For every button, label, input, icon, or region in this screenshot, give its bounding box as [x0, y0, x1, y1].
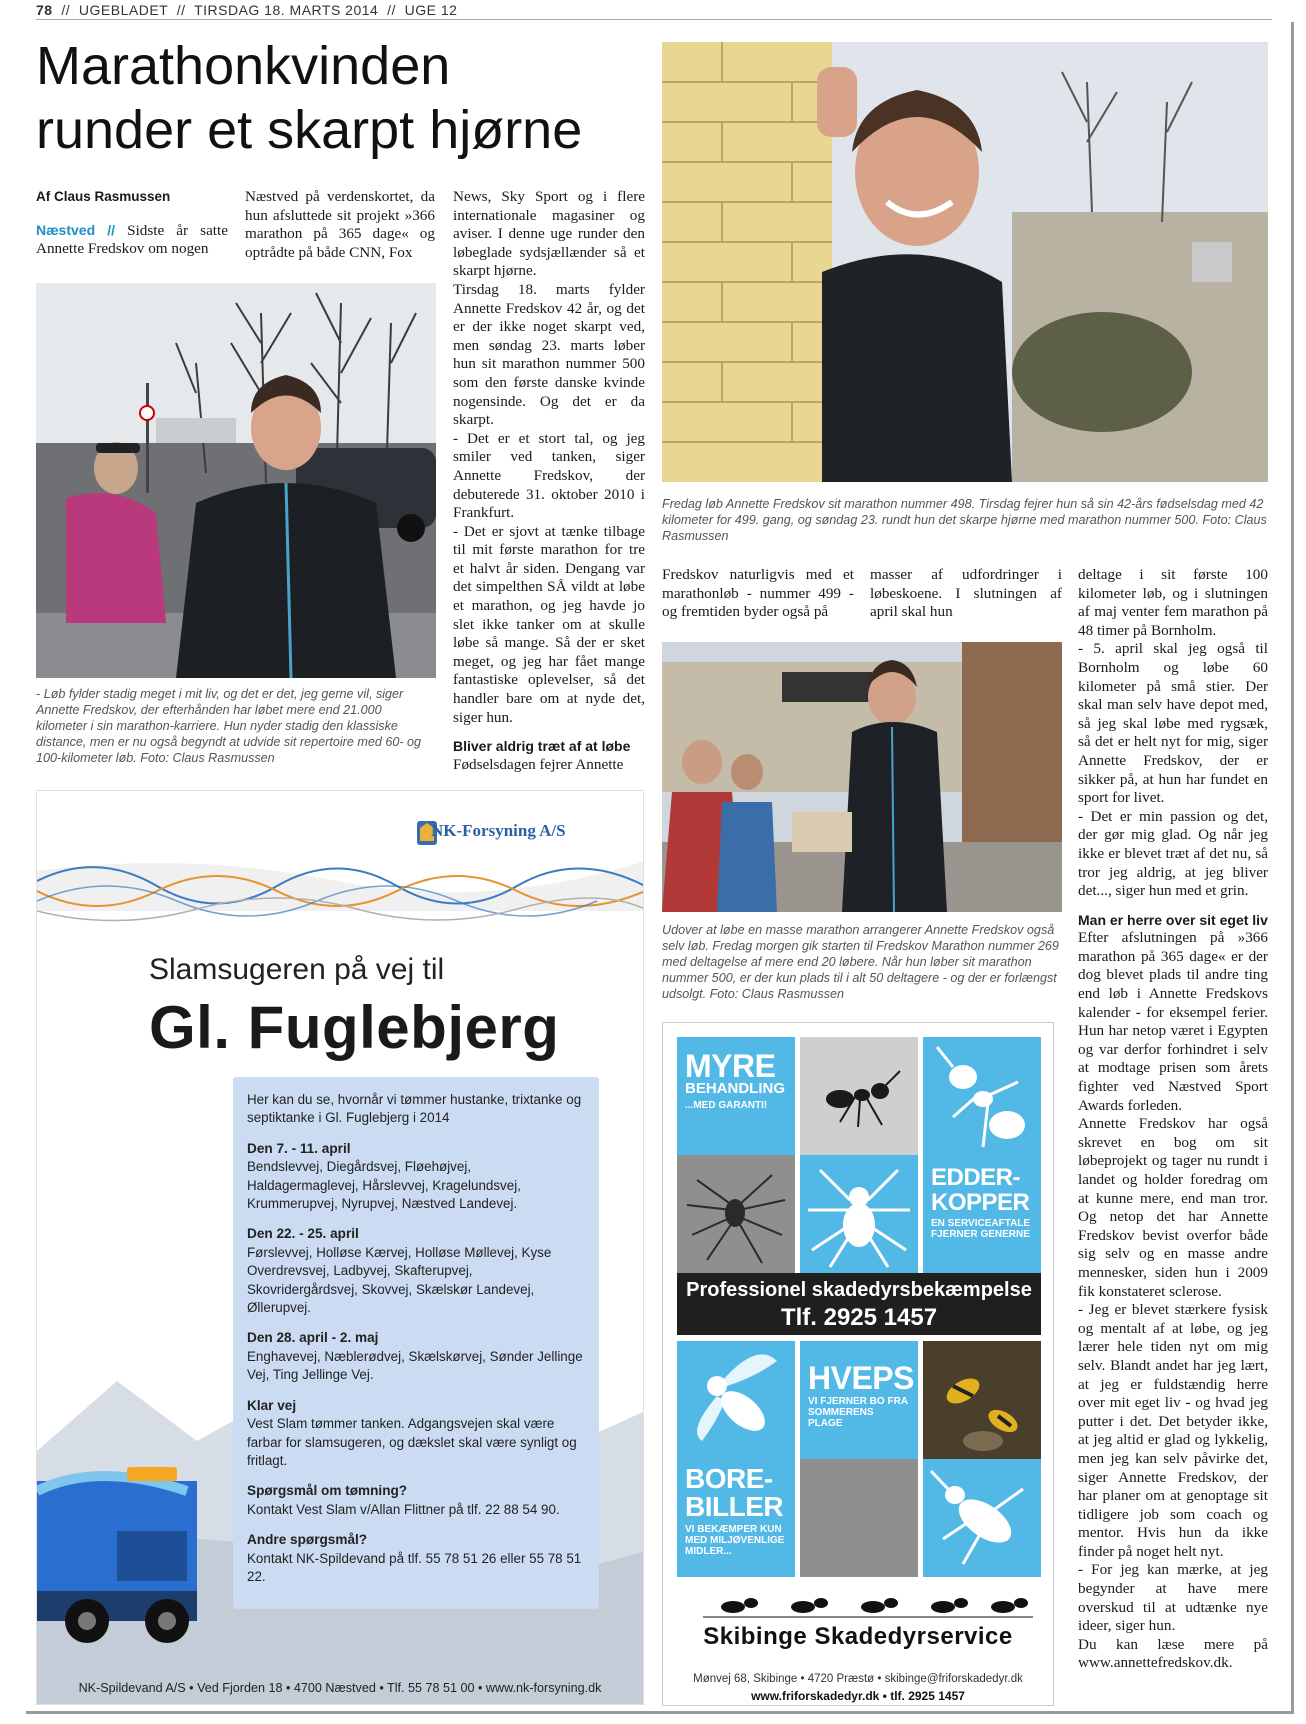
- spider-silhouette-icon: [800, 1155, 918, 1273]
- photo-caption-2: Fredag løb Annette Fredskov sit marathon nummer 498. Tirsdag fejrer hun så sin 42-års fødselsdag med 42 kilometer for 499. gang, og søndag 23. rundt hun det skarpe hjørne med marathon nummer 500. Foto: Claus Rasmussen: [662, 497, 1267, 543]
- headline-line-2: runder et skarpt hjørne: [36, 100, 583, 160]
- headline-line-1: Marathonkvinden: [36, 36, 451, 96]
- tile-spider-photo: [677, 1155, 795, 1273]
- tile-spider-silhouette: [800, 1155, 918, 1273]
- col3-paragraph: - Det er et stort tal, og jeg smiler ved tanken, siger Annette Fredskov, der debuterede 31. oktober 2010 i Frankfurt.: [453, 429, 645, 522]
- col2-text: Næstved på verdenskortet, da hun afsluttede sit projekt »366 marathon på 365 dage« og optrådte på både CNN, Fox: [245, 188, 435, 261]
- tile-ant-photo: [800, 1037, 918, 1155]
- article-column-3: [453, 188, 645, 774]
- nk-schedule-box: [233, 1077, 599, 1609]
- bore-title: BORE-BILLER: [685, 1463, 784, 1522]
- nk-logo: NK-Forsyning A/S: [431, 821, 566, 840]
- ant-icon: [800, 1037, 918, 1155]
- nk-title-small: Slamsugeren på vej til: [149, 953, 445, 986]
- tile-myre: [677, 1037, 795, 1155]
- col6-paragraph: deltage i sit første 100 kilometer løb, og i slutningen af maj venter fem marathon på 48 timer på Bornholm.: [1078, 566, 1268, 639]
- subhead-2: Man er herre over sit eget liv: [1078, 911, 1268, 928]
- ant-row-logo: [663, 1583, 1054, 1623]
- pest-company-name: Skibinge Skadedyrservice: [703, 1623, 1013, 1650]
- col3-paragraph: - Det er sjovt at tænke tilbage til mit første marathon for tre et halvt år siden. Dengang var det simpelthen SÅ vildt at løbe et marathon, og jeg havde jo slet ikke tanker om at skulle løbe så mange. Så der er sket meget, og jeg har fået mange fantastiske oplevelser, så det handler bare om at nyde det, siger hun.: [453, 522, 645, 726]
- col5-text: masser af udfordringer i løbeskoene. I slutningen af april skal hun: [870, 566, 1062, 621]
- folio-sep: //: [176, 2, 186, 18]
- subhead-1: Bliver aldrig træt af at løbe: [453, 738, 631, 755]
- col6-paragraph: Du kan læse mere på www.annettefredskov.dk.: [1078, 1635, 1268, 1672]
- beetle-silhouette-icon: [923, 1459, 1041, 1577]
- nk-section-text: Kontakt NK-Spildevand på tlf. 55 78 51 26 eller 55 78 51 22.: [247, 1550, 582, 1584]
- nk-section-text: Førslevvej, Holløse Kærvej, Holløse Møllevej, Kyse Overdrevsvej, Ladbyvej, Skafterupvej, Skovridergårdsvej, Skovvej, Skælskør Landevej, Øllerupvej.: [247, 1244, 552, 1316]
- pest-banner: [677, 1273, 1041, 1335]
- byline: Af Claus Rasmussen: [36, 189, 171, 204]
- nk-section-text: Bendslevvej, Diegårdsvej, Fløehøjvej, Haldagermaglevej, Hårslevvej, Kragelundsvej, Krummerupvej, Nyrupvej, Næstved Landevej.: [247, 1159, 521, 1212]
- col4-text: Fredskov naturligvis med et marathonløb - nummer 499 - og fremtiden byder også på: [662, 566, 854, 621]
- hveps-tagline: VI FJERNER BO FRA SOMMERENS PLAGE: [808, 1396, 908, 1429]
- col3-paragraph: Tirsdag 18. marts fylder Annette Fredskov 42 år, og det er der ikke noget skarpt ved, men søndag 23. marts løber hun sit marathon nummer 500 som den første danske kvinde nogensinde. Og det er da skarpt.: [453, 280, 645, 429]
- ant-silhouette-icon: [923, 1037, 1041, 1155]
- issue-week: UGE 12: [404, 2, 458, 18]
- article-column-6: [1078, 566, 1268, 1673]
- issue-date: TIRSDAG 18. MARTS 2014: [194, 2, 379, 18]
- nk-section-text: Kontakt Vest Slam v/Allan Flittner på tlf. 22 88 54 90.: [247, 1501, 560, 1517]
- photo-fredskov-marathon: [662, 642, 1062, 912]
- myre-tagline: ...MED GARANTI!: [685, 1100, 768, 1111]
- nk-section-heading: Den 22. - 25. april: [247, 1226, 359, 1242]
- tile-ant-silhouette: [923, 1037, 1041, 1155]
- col6-paragraph: - For jeg kan mærke, at jeg begynder at have mere overskud til at udtænke nye ideer, siger hun.: [1078, 1561, 1268, 1635]
- photo-runners-road: [36, 283, 436, 678]
- tile-floor-photo: [800, 1459, 918, 1577]
- dateline: Næstved //: [36, 221, 116, 238]
- edder-title: EDDER-KOPPER: [931, 1164, 1030, 1216]
- photo-caption-3: Udover at løbe en masse marathon arrangerer Annette Fredskov også selv løb. Fredag morgen gik starten til Fredskov Marathon nummer 269 med deltagelse af mere end 20 løbere. Når hun løber sit marathon nummer 500, er der kun plads til i alt 50 deltagere - og der er forlængst udsolgt. Foto: Claus Rasmussen: [662, 923, 1059, 1001]
- col6-paragraph: Annette Fredskov har også skrevet en bog om sit løbeprojekt og tager nu rundt i landet og holder foredrag om at kunne mere, end man tror. Og netop det har Annette Fredskov bevist overfor både sig selv og en masse andre mennesker, siden hun i 2009 fik konstateret sclerose.: [1078, 1115, 1268, 1300]
- col3-end: Fødselsdagen fejrer Annette: [453, 755, 624, 773]
- tile-edderkopper: [923, 1155, 1041, 1273]
- nk-section-text: Vest Slam tømmer tanken. Adgangsvejen skal være farbar for slamsugeren, og dækslet skal være synligt og fritlagt.: [247, 1416, 577, 1468]
- col3-paragraph: News, Sky Sport og i flere internationale magasiner og aviser. I denne uge runder den løbeglade sydsjællænder så et skarpt hjørne.: [453, 188, 645, 280]
- article-headline: [36, 34, 656, 162]
- myre-title: MYRE: [685, 1048, 776, 1084]
- wasp-silhouette-icon: [677, 1341, 795, 1459]
- nk-section-text: Enghavevej, Næblerødvej, Skælskørvej, Sønder Jellinge Vej, Ting Jellinge Vej.: [247, 1348, 583, 1383]
- tile-borebiller: [677, 1459, 795, 1577]
- tile-wasp-silhouette: [677, 1341, 795, 1459]
- nk-footer: NK-Spildevand A/S • Ved Fjorden 18 • 4700 Næstved • Tlf. 55 78 51 00 • www.nk-forsyning.dk: [78, 1681, 602, 1695]
- nk-section-heading: Spørgsmål om tømning?: [247, 1483, 408, 1499]
- myre-subtitle: BEHANDLING: [685, 1080, 785, 1097]
- col6-paragraph: - Jeg er blevet stærkere fysisk og mentalt af at løbe, og jeg lærer hele tiden nyt om mig selv. Blandt andet har jeg lært, at jeg er fuldstændig herre over mit eget liv - og hvad jeg putter i det. Det betyder ikke, at jeg altid er glad og lykkelig, men jeg kan selv påvirke det, siger Annette Fredskov, der har planer om at genoptage sit tidligere job som coach og mentor. Hvis hun da ikke finder på noget helt nyt.: [1078, 1301, 1268, 1560]
- banner-line-1: Professionel skadedyrsbekæmpelse: [686, 1279, 1032, 1301]
- folio-sep: //: [61, 2, 71, 18]
- folio-sep: //: [387, 2, 396, 18]
- bore-tagline: VI BEKÆMPER KUN MED MILJØVENLIGE MIDLER...: [685, 1524, 785, 1557]
- nk-title-big: Gl. Fuglebjerg: [149, 994, 560, 1061]
- top-rule: [36, 19, 1272, 20]
- photo-corner-portrait: [662, 42, 1268, 482]
- tile-wasp-photo: [923, 1341, 1041, 1459]
- edder-tagline: EN SERVICEAFTALE FJERNER GENERNE: [931, 1218, 1031, 1240]
- folio: [36, 2, 457, 18]
- nk-intro: Her kan du se, hvornår vi tømmer hustanke, trixtanke og septiktanke i Gl. Fuglebjerg i 2014: [247, 1092, 582, 1126]
- nk-section-heading: Klar vej: [247, 1397, 297, 1413]
- pest-address: Mønvej 68, Skibinge • 4720 Præstø • skibinge@friforskadedyr.dk: [693, 1673, 1023, 1685]
- page-number: 78: [36, 2, 53, 18]
- article-column-2: [245, 188, 435, 262]
- nk-section-heading: Andre spørgsmål?: [247, 1532, 368, 1548]
- intro-text: Sidste år satte Annette Fredskov om nogen: [36, 221, 228, 258]
- article-column-1: [36, 188, 228, 259]
- col6-paragraph: - Det er min passion og det, der gør mig glad. Og når jeg ikke er blevet træt af det nu, så tror jeg aldrig, at jeg bliver det..., siger hun med et grin.: [1078, 807, 1268, 900]
- photo-caption-1: - Løb fylder stadig meget i mit liv, og det er det, jeg gerne vil, siger Annette Fredskov, der efterhånden har løbet mere end 21.000 kilometer i sin marathon-karriere. Hun nyder stadig den klassiske distance, men er nu også begyndt at udvide sit repertoire med 60- og 100-kilometer løb. Foto: Claus Rasmussen: [36, 687, 422, 765]
- pest-website: www.friforskadedyr.dk • tlf. 2925 1457: [751, 1689, 965, 1703]
- article-column-4: [662, 566, 854, 622]
- paper-name: UGEBLADET: [78, 2, 168, 18]
- tile-beetle-silhouette: [923, 1459, 1041, 1577]
- article-column-5: [870, 566, 1062, 622]
- wasp-icon: [923, 1341, 1041, 1459]
- nk-section-heading: Den 7. - 11. april: [247, 1140, 351, 1156]
- tile-hveps: [800, 1341, 918, 1459]
- col6-paragraph: - 5. april skal jeg også til Bornholm og løbe 60 kilometer på små stier. Der skal man selv have depot med, så jeg skal løbe med rygsæk, så det er helt nyt for mig, siger Annette Fredskov, der er sikker på, at hun har fundet en sport for livet.: [1078, 640, 1268, 807]
- spider-icon: [677, 1155, 795, 1273]
- pest-control-ad: [662, 1022, 1054, 1706]
- nk-forsyning-ad: [36, 790, 644, 1705]
- nk-section-heading: Den 28. april - 2. maj: [247, 1330, 379, 1346]
- col6-paragraph: Efter afslutningen på »366 marathon på 365 dage« er der dog blevet plads til andre ting end løb i Annette Fredskovs kalender - for eksempel ferier. Hun har netop været i Egypten og var derfor forhindret i selv at modtage prisen som årets fighter ved Næstved Sport Awards forleden.: [1078, 929, 1268, 1114]
- banner-phone: Tlf. 2925 1457: [780, 1304, 938, 1331]
- hveps-title: HVEPS: [808, 1360, 914, 1396]
